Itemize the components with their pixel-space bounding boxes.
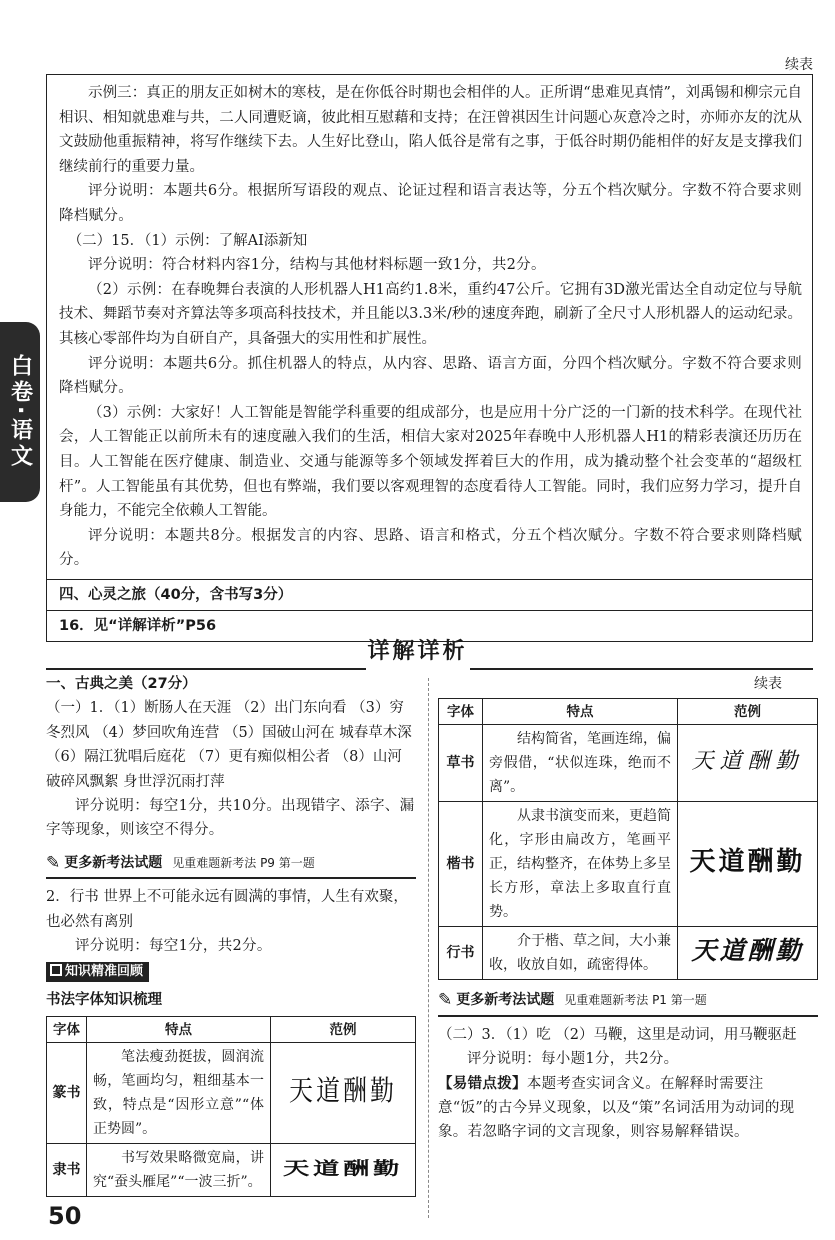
cursive-script-sample: 天道酬勤	[691, 749, 804, 775]
type-cell: 隶书	[47, 1144, 87, 1197]
table-row	[47, 1144, 416, 1197]
section-four-heading: 四、心灵之旅（40分，含书写3分）	[59, 586, 293, 603]
calligraphy-table-left	[46, 1016, 416, 1197]
part-one-heading: 一、古典之美（27分）	[46, 676, 197, 692]
feature-cell: 从隶书演变而来，更趋简化，字形由扁改方，笔画平正，结构整齐，在体势上多呈长方形，章法上多取直行直势。	[483, 802, 678, 927]
header-sample: 范例	[678, 699, 818, 725]
question-3: （二）3．（1）吃 （2）马鞭，这里是动词，用马鞭驱赶	[438, 1026, 797, 1043]
type-cell: 篆书	[47, 1043, 87, 1144]
question-15-3: （3）示例：大家好！人工智能是智能学科重要的组成部分，也是应用十分广泛的一门新的技术科学。在现代社会，人工智能正以前所未有的速度融入我们的生活，相信大家对2025年春晚中人形机器人H1的精彩表演还历历在目。人工智能在医疗健康、制造业、交通与能源等多个领域发挥着巨大的作用，成为撬动整个社会变革的“超级杠杆”。人工智能虽有其优势，但也有弊端，我们要以客观理智的态度看待人工智能。同时，我们应努力学习，提升自身能力，不能完全依赖人工智能。	[59, 404, 802, 520]
feature-cell: 介于楷、草之间，大小兼收，收放自如，疏密得体。	[483, 927, 678, 980]
header-sample: 范例	[271, 1017, 416, 1043]
continued-label-right: 续表	[754, 676, 782, 692]
scoring-note-1: 评分说明：本题共6分。根据所写语段的观点、论证过程和语言表达等，分五个档次赋分。字数不符合要求则降档赋分。	[59, 183, 802, 224]
scoring-note-q3: 评分说明：每小题1分，共2分。	[467, 1051, 679, 1068]
example-three: 示例三：真正的朋友正如树木的寒枝，是在你低谷时期也会相伴的人。正所谓“患难见真情”，刘禹锡和柳宗元自相识、相知就患难与共，二人同遭贬谪，彼此相互慰藉和支持；在汪曾祺因生计问题心灰意冷之时，亦师亦友的沈从文鼓励他重振精神，将写作继续下去。人生好比登山，陷人低谷是常有之事，于低谷时期仍能相伴的好友是支撑我们继续前行的重要力量。	[59, 85, 802, 175]
regular-script-sample: 天道酬勤	[689, 847, 806, 878]
more-tests-ref-2: 见重难题新考法 P1 第一题	[564, 993, 707, 1008]
calligraphy-table-title: 书法字体知识梳理	[46, 991, 162, 1008]
question-16: 16．见“详解详析”P56	[59, 617, 217, 634]
table-row	[439, 802, 818, 927]
header-type: 字体	[439, 699, 483, 725]
table-row	[439, 725, 818, 802]
feature-cell: 笔法瘦劲挺拔，圆润流畅，笔画均匀，粗细基本一致，特点是“因形立意”“体正势圆”。	[87, 1043, 271, 1144]
section-title: 详解详析	[367, 639, 468, 664]
sample-cell	[271, 1144, 416, 1197]
header-feature: 特点	[483, 699, 678, 725]
clerical-script-sample: 天道酬勤	[282, 1158, 404, 1180]
type-cell: 行书	[439, 927, 483, 980]
table-header-row	[439, 699, 818, 725]
sample-cell	[678, 927, 818, 980]
type-cell: 草书	[439, 725, 483, 802]
question-15-2: （2）示例：在春晚舞台表演的人形机器人H1高约1.8米，重约47公斤。它拥有3D激光雷达全自动定位与导航技术、舞蹈节奏对齐算法等多项高科技技术，并且能以3.3米/秒的速度奔跑，刷新了全尺寸人形机器人的运动纪录。其核心零部件均为自研自产，具备强大的实用性和扩展性。	[59, 281, 802, 347]
more-tests-label-2: 更多新考法试题	[456, 992, 555, 1009]
more-tests-label-1: 更多新考法试题	[64, 854, 163, 871]
scoring-note-4: 评分说明：本题共8分。根据发言的内容、思路、语言和格式，分五个档次赋分。字数不符合要求则降档赋分。	[59, 527, 802, 569]
error-tip-text: 本题考查实词含义。在解释时需要注意“饭”的古今异义现象，以及“策”名词活用为动词的现象。若忽略字词的文言现象，则容易解释错误。	[438, 1075, 795, 1141]
title-rule-right	[470, 668, 813, 670]
sample-cell	[678, 725, 818, 802]
feature-cell: 书写效果略微宽扁，讲究“蚕头雁尾”“一波三折”。	[87, 1144, 271, 1197]
seal-script-sample: 天道酬勤	[289, 1075, 397, 1108]
scoring-note-q1: 评分说明：每空1分，共10分。出现错字、添字、漏字等现象，则该空不得分。	[46, 798, 415, 839]
sample-cell	[678, 802, 818, 927]
table-row	[47, 1043, 416, 1144]
question-2: 2．行书 世界上不可能永远有圆满的事情，人生有欢聚，也必然有离别	[46, 889, 408, 930]
question-15-1: （二）15．（1）示例：了解AI添新知	[67, 232, 308, 249]
more-tests-ref-1: 见重难题新考法 P9 第一题	[172, 855, 315, 870]
pencil-icon: ✎	[46, 852, 61, 873]
question-1: （一）1．（1）断肠人在天涯 （2）出门东向看 （3）穷冬烈风 （4）梦回吹角连营 （5）国破山河在 城春草木深 （6）隔江犹唱后庭花 （7）更有痴似相公者 （8）山河破碎风飘絮 身世浮沉雨打萍	[46, 700, 412, 790]
running-script-sample: 天道酬勤	[691, 936, 804, 966]
error-tip	[438, 1072, 818, 1145]
answer-box-top	[46, 74, 813, 642]
left-column	[46, 672, 416, 1197]
scoring-note-q2: 评分说明：每空1分，共2分。	[75, 938, 272, 955]
page-number: 50	[48, 1202, 82, 1230]
knowledge-review-label: 知识精准回顾	[65, 964, 144, 980]
type-cell: 楷书	[439, 802, 483, 927]
continued-label-top: 续表	[785, 57, 813, 73]
calligraphy-table-right	[438, 698, 818, 980]
knowledge-review-tag	[46, 962, 149, 982]
error-tip-label: 【易错点拨】	[438, 1075, 527, 1092]
subject-side-tab-label: 白卷·语文	[7, 353, 33, 471]
title-rule-left	[46, 668, 366, 670]
scoring-note-3: 评分说明：本题共6分。抓住机器人的特点，从内容、思路、语言方面，分四个档次赋分。字数不符合要求则降档赋分。	[59, 355, 802, 397]
section-four-row	[47, 579, 812, 610]
table-row	[439, 927, 818, 980]
column-divider	[428, 678, 429, 1218]
feature-cell: 结构简省，笔画连绵，偏旁假借，“状似连珠，绝而不离”。	[483, 725, 678, 802]
subject-side-tab	[0, 322, 40, 502]
pencil-icon: ✎	[438, 990, 453, 1011]
header-type: 字体	[47, 1017, 87, 1043]
more-tests-bar-2	[438, 988, 818, 1016]
more-tests-bar-1	[46, 851, 416, 879]
table-header-row	[47, 1017, 416, 1043]
header-feature: 特点	[87, 1017, 271, 1043]
book-icon	[50, 964, 62, 976]
scoring-note-2: 评分说明：符合材料内容1分，结构与其他材料标题一致1分，共2分。	[88, 257, 546, 274]
sample-cell	[271, 1043, 416, 1144]
right-column	[438, 672, 818, 1145]
